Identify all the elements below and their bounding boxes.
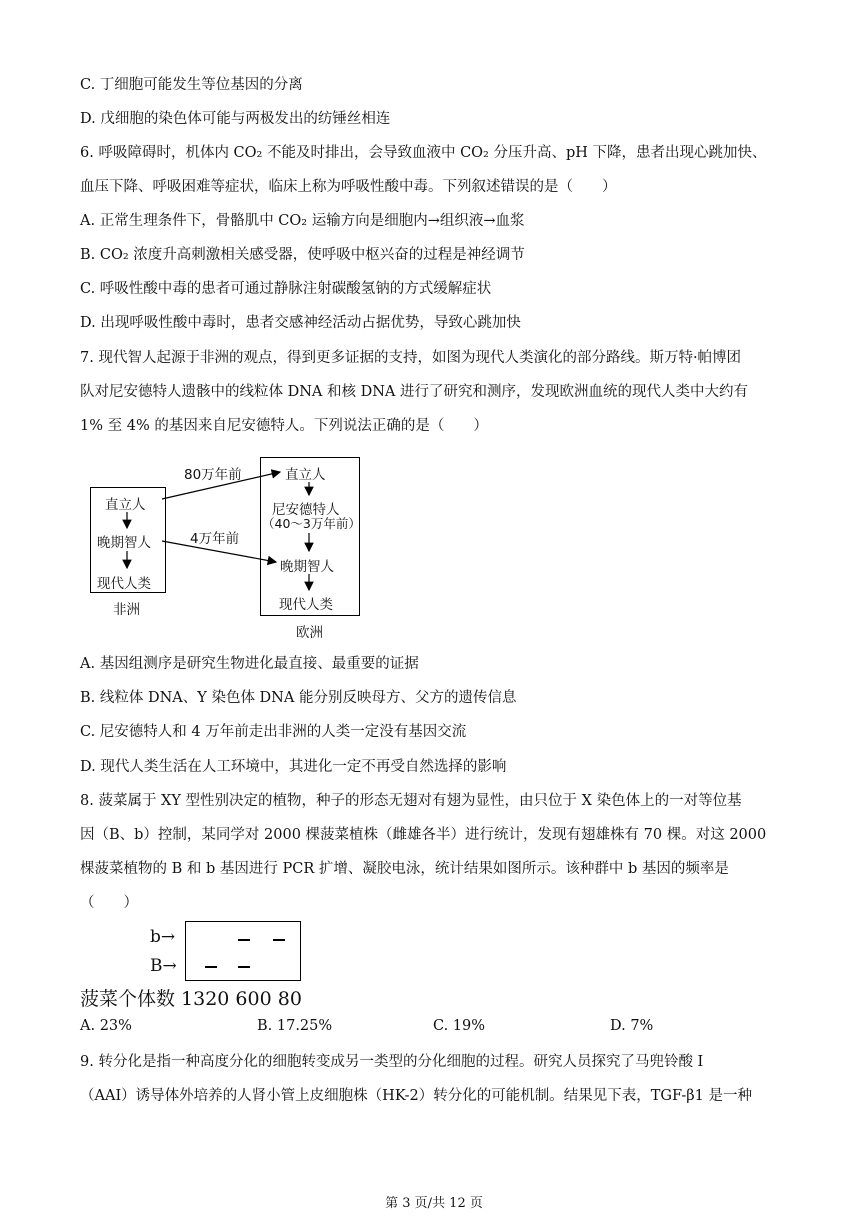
q6-stem-line-2: 血压下降、呼吸困难等症状，临床上称为呼吸性酸中毒。下列叙述错误的是（ ） bbox=[80, 179, 617, 195]
gel-band-B-lane1 bbox=[205, 966, 217, 968]
q5-option-c: C. 丁细胞可能发生等位基因的分离 bbox=[80, 77, 303, 93]
q7-option-b: B. 线粒体 DNA、Y 染色体 DNA 能分别反映母方、父方的遗传信息 bbox=[80, 690, 517, 706]
europe-neanderthal: 尼安德特人 bbox=[272, 502, 340, 518]
q8-stem-line-1: 8. 菠菜属于 XY 型性别决定的植物，种子的形态无翅对有翅为显性，由只位于 X 染色体上的一对等位基 bbox=[80, 793, 742, 809]
arrow-label-40k: 4万年前 bbox=[190, 531, 240, 547]
q8-stem-line-2: 因（B、b）控制，某同学对 2000 棵菠菜植株（雌雄各半）进行统计，发现有翅雄株有 70 棵。对这 2000 bbox=[80, 827, 767, 843]
europe-neanderthal-period: （40～3万年前） bbox=[262, 516, 361, 531]
africa-modern-humans: 现代人类 bbox=[97, 576, 151, 592]
gel-label-b: b→ bbox=[150, 927, 176, 947]
q9-stem-line-1: 9. 转分化是指一种高度分化的细胞转变成另一类型的分化细胞的过程。研究人员探究了马兜铃酸 I bbox=[80, 1054, 704, 1070]
gel-caption: 菠菜个体数 1320 600 80 bbox=[80, 988, 302, 1010]
q8-option-c: C. 19% bbox=[433, 1018, 486, 1034]
gel-band-B-lane2 bbox=[238, 966, 250, 968]
europe-modern-humans: 现代人类 bbox=[279, 597, 333, 613]
africa-erectus: 直立人 bbox=[105, 497, 146, 513]
q8-option-b: B. 17.25% bbox=[257, 1018, 333, 1034]
q5-option-d: D. 戊细胞的染色体可能与两极发出的纺锤丝相连 bbox=[80, 111, 391, 127]
q9-stem-line-2: （AAI）诱导体外培养的人肾小管上皮细胞株（HK-2）转分化的可能机制。结果见下表，TGF-β1 是一种 bbox=[80, 1088, 752, 1104]
europe-erectus: 直立人 bbox=[285, 467, 326, 483]
q7-option-d: D. 现代人类生活在人工环境中，其进化一定不再受自然选择的影响 bbox=[80, 759, 507, 775]
gel-label-B: B→ bbox=[150, 956, 177, 976]
q8-option-a: A. 23% bbox=[80, 1018, 132, 1034]
gel-band-b-lane2 bbox=[238, 939, 250, 941]
q6-option-a: A. 正常生理条件下，骨骼肌中 CO₂ 运输方向是细胞内→组织液→血浆 bbox=[80, 213, 525, 229]
q7-stem-line-1: 7. 现代智人起源于非洲的观点，得到更多证据的支持，如图为现代人类演化的部分路线。斯万特·帕博团 bbox=[80, 350, 742, 366]
q6-stem-line-1: 6. 呼吸障碍时，机体内 CO₂ 不能及时排出，会导致血液中 CO₂ 分压升高、pH 下降，患者出现心跳加快、 bbox=[80, 145, 767, 161]
page-footer: 第 3 页/共 12 页 bbox=[385, 1196, 483, 1211]
q7-stem-line-2: 队对尼安德特人遗骸中的线粒体 DNA 和核 DNA 进行了研究和测序，发现欧洲血统的现代人类中大约有 bbox=[80, 384, 749, 400]
gel-box bbox=[185, 921, 301, 981]
q6-option-d: D. 出现呼吸性酸中毒时，患者交感神经活动占据优势，导致心跳加快 bbox=[80, 315, 521, 331]
q8-option-d: D. 7% bbox=[610, 1018, 654, 1034]
europe-label: 欧洲 bbox=[296, 625, 323, 641]
q7-stem-line-3: 1% 至 4% 的基因来自尼安德特人。下列说法正确的是（ ） bbox=[80, 418, 488, 434]
arrow-label-800k: 80万年前 bbox=[184, 467, 242, 483]
q7-option-a: A. 基因组测序是研究生物进化最直接、最重要的证据 bbox=[80, 656, 419, 672]
africa-label: 非洲 bbox=[113, 602, 140, 618]
q8-stem-line-4: （ ） bbox=[80, 895, 138, 911]
q8-stem-line-3: 棵菠菜植物的 B 和 b 基因进行 PCR 扩增、凝胶电泳，统计结果如图所示。该种群中 b 基因的频率是 bbox=[80, 861, 729, 877]
africa-late-sapiens: 晚期智人 bbox=[97, 535, 151, 551]
q6-option-c: C. 呼吸性酸中毒的患者可通过静脉注射碳酸氢钠的方式缓解症状 bbox=[80, 281, 492, 297]
q7-option-c: C. 尼安德特人和 4 万年前走出非洲的人类一定没有基因交流 bbox=[80, 724, 467, 740]
europe-late-sapiens: 晚期智人 bbox=[280, 559, 334, 575]
gel-band-b-lane3 bbox=[273, 939, 285, 941]
q6-option-b: B. CO₂ 浓度升高刺激相关感受器，使呼吸中枢兴奋的过程是神经调节 bbox=[80, 247, 525, 263]
